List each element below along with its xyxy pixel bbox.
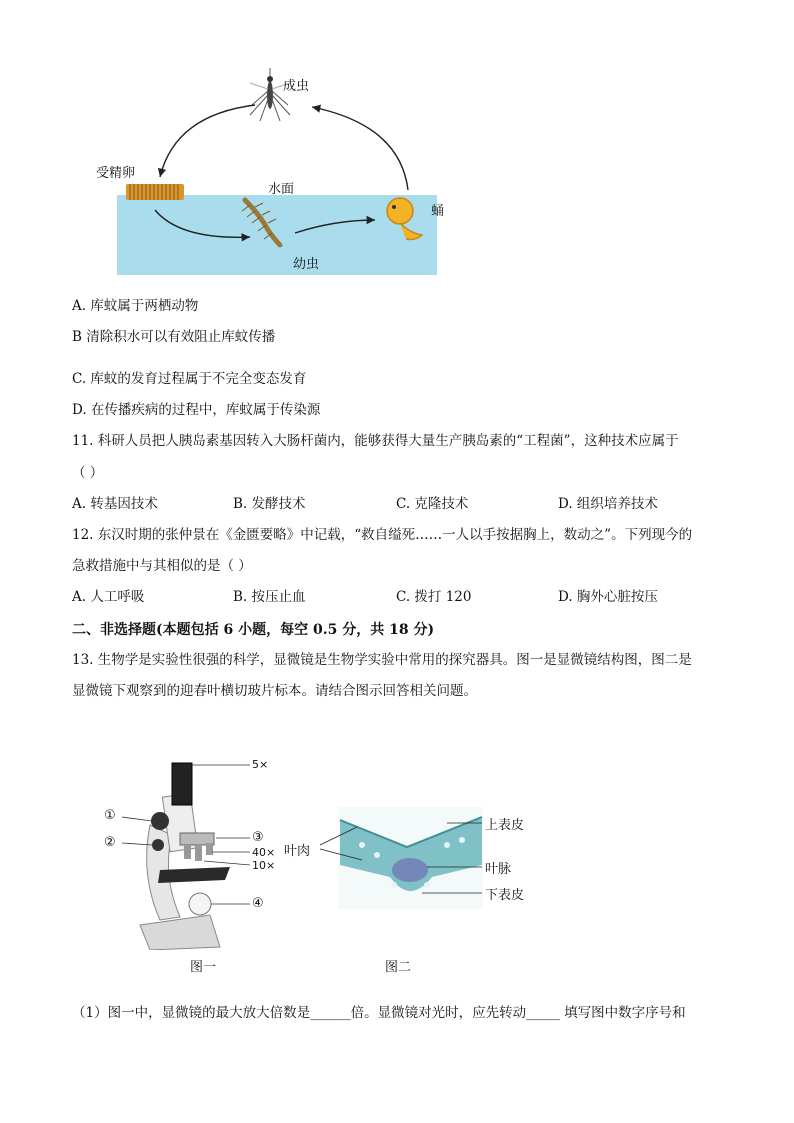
q13-sub1: （1）图一中，显微镜的最大放大倍数是______倍。显微镜对光时，应先转动_____ 填写图中数字序号和: [72, 1005, 686, 1021]
leaf-section-figure: [282, 805, 552, 980]
label-lower-epidermis: 下表皮: [485, 888, 525, 903]
label-vein: 叶脉: [485, 862, 512, 877]
label-eyepiece-5x: 5×: [252, 758, 269, 771]
figure-one-caption: 图一: [190, 960, 217, 975]
q11-option-d: D. 组织培养技术: [558, 496, 658, 512]
section-two-heading: 二、非选择题(本题包括 6 小题，每空 0.5 分，共 18 分): [72, 622, 435, 638]
arrow-pupa-to-adult: [312, 107, 408, 190]
label-upper-epidermis: 上表皮: [485, 818, 525, 833]
microscope-icon: [122, 763, 250, 950]
q12-option-c: C. 拨打 120: [396, 589, 472, 605]
q13-stem-line2: 显微镜下观察到的迎春叶横切玻片标本。请结合图示回答相关问题。: [72, 683, 477, 699]
label-pupa: 蛹: [431, 204, 445, 219]
q11-option-c: C. 克隆技术: [396, 496, 469, 512]
mosquito-life-cycle-figure: [90, 65, 450, 280]
arrow-adult-to-egg: [160, 105, 255, 177]
q12-stem-line1: 12. 东汉时期的张仲景在《金匮要略》中记载，“救自缢死……一人以手按据胸上，数动之”。下列现今的: [72, 527, 693, 543]
label-part-2: ②: [104, 835, 116, 850]
figure-two-caption: 图二: [385, 960, 412, 975]
q12-option-a: A. 人工呼吸: [72, 589, 145, 605]
label-part-3: ③: [252, 830, 264, 845]
q10-option-b: B 清除积水可以有效阻止库蚊传播: [72, 329, 276, 345]
label-objective-40x: 40×: [252, 846, 276, 859]
q11-option-b: B. 发酵技术: [233, 496, 306, 512]
mosquito-diagram-svg: [90, 65, 450, 280]
q12-option-b: B. 按压止血: [233, 589, 306, 605]
label-mesophyll: 叶肉: [284, 844, 311, 859]
q11-stem-line2: （ ）: [72, 465, 104, 481]
q11-stem-line1: 11. 科研人员把人胰岛素基因转入大肠杆菌内，能够获得大量生产胰岛素的“工程菌”，这种技术应属于: [72, 433, 679, 449]
label-larva: 幼虫: [293, 257, 320, 272]
microscope-figure: [100, 755, 290, 980]
q11-option-a: A. 转基因技术: [72, 496, 158, 512]
label-part-4: ④: [252, 896, 264, 911]
q12-option-d: D. 胸外心脏按压: [558, 589, 658, 605]
q10-option-a: A. 库蚊属于两栖动物: [72, 298, 199, 314]
q12-stem-line2: 急救措施中与其相似的是（ ）: [72, 558, 252, 574]
label-part-1: ①: [104, 808, 116, 823]
q10-option-c: C. 库蚊的发育过程属于不完全变态发育: [72, 371, 307, 387]
leaf-cross-section-image: [338, 807, 483, 909]
label-egg: 受精卵: [96, 166, 136, 181]
q10-option-d: D. 在传播疾病的过程中，库蚊属于传染源: [72, 402, 321, 418]
egg-raft-icon: [126, 184, 184, 200]
q13-stem-line1: 13. 生物学是实验性很强的科学，显微镜是生物学实验中常用的探究器具。图一是显微镜结构图，图二是: [72, 652, 692, 668]
label-adult: 成虫: [283, 79, 310, 94]
label-water-surface: 水面: [268, 182, 295, 197]
label-objective-10x: 10×: [252, 859, 276, 872]
